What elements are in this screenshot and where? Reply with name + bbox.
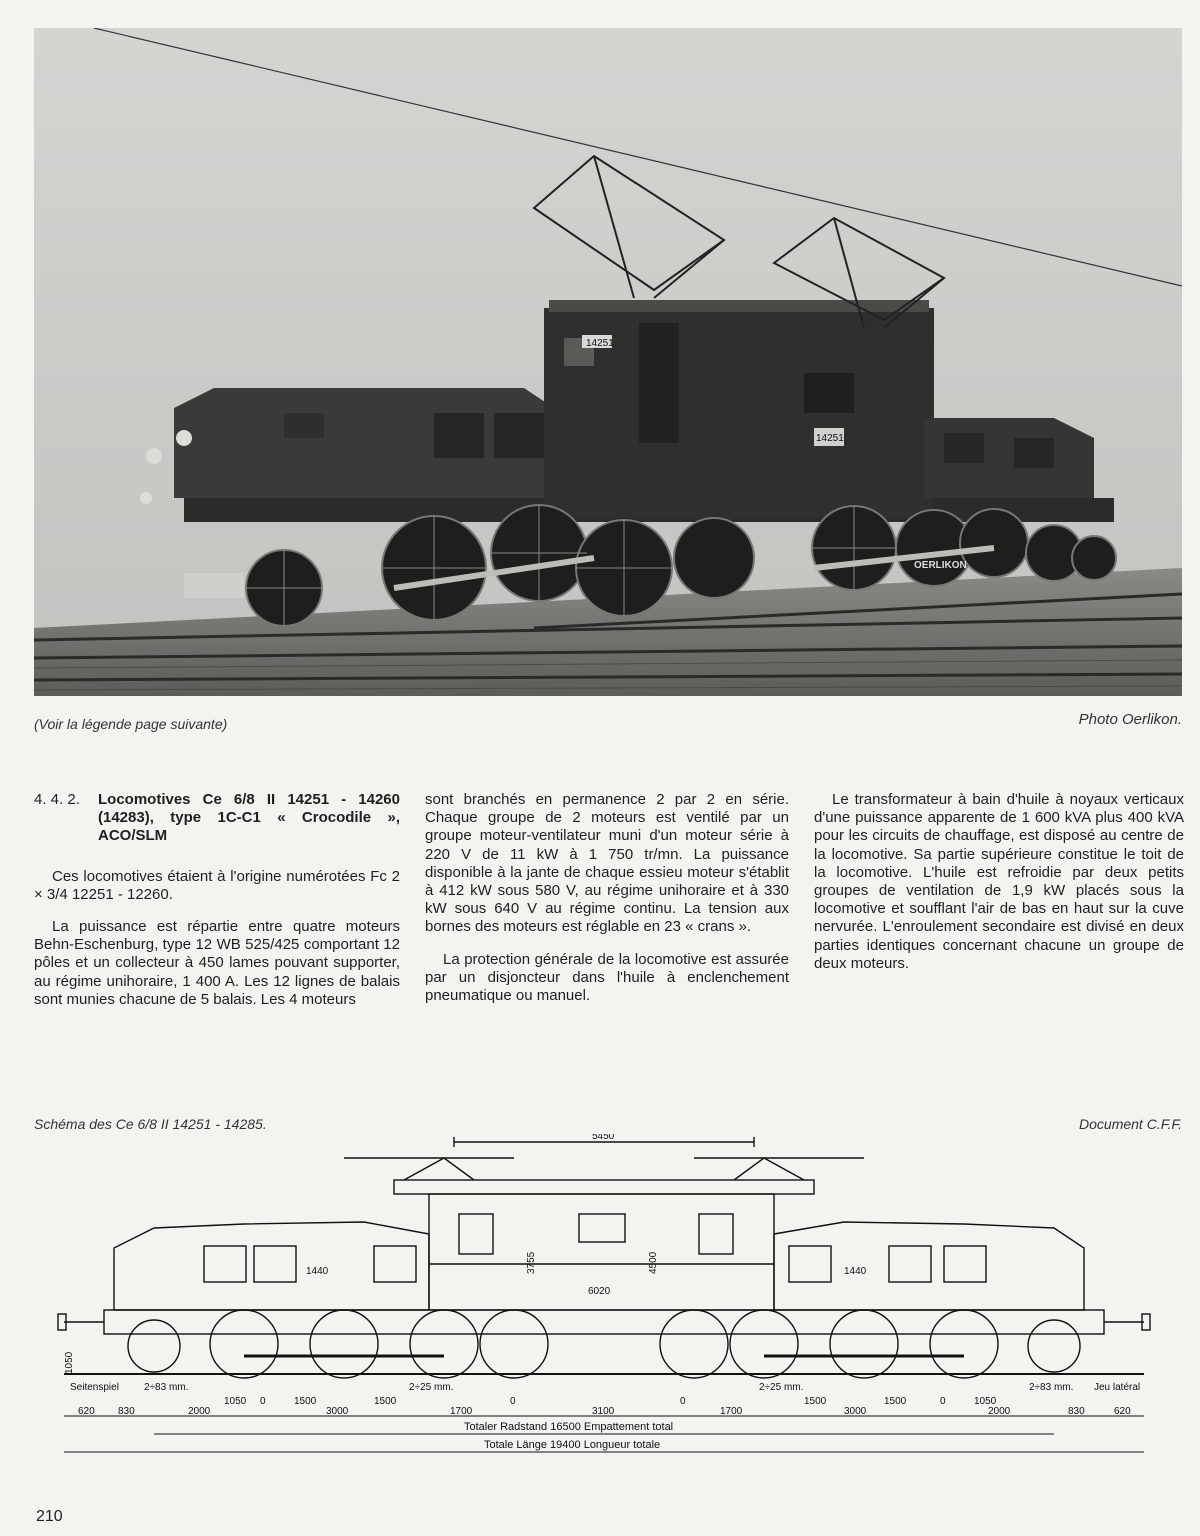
locomotive-illustration [34,28,1182,696]
schema-credit: Document C.F.F. [1079,1116,1182,1132]
axle-spacing: 1700 [720,1406,743,1417]
side-play-fr: Jeu latéral [1094,1382,1141,1393]
total-wheelbase: Totaler Radstand 16500 Empattement total [464,1421,674,1433]
small-mark: 1050 [224,1396,247,1407]
article-column-1 [34,791,400,1023]
axle-spacing: 620 [1114,1406,1131,1417]
paragraph: La protection générale de la locomotive est assurée par un disjoncteur dans l'huile à enclenchement pneumatique ou manuel. [425,950,789,1005]
small-mark: 0 [680,1396,686,1407]
technical-diagram [44,1134,1164,1474]
locomotive-schematic [44,1134,1164,1474]
photo-caption-left: (Voir la légende page suivante) [34,716,228,732]
small-mark: 1500 [374,1396,397,1407]
small-mark: 1050 [974,1396,997,1407]
paragraph: La puissance est répartie entre quatre moteurs Behn-Eschenburg, type 12 WB 525/425 comportant 12 pôles et un collecteur à 450 lames pouvant supporter, au régime unihoraire, 1 400 A. Les 12 lignes de balais sont munies chacune de 5 balais. Les 4 moteurs [34,918,400,1008]
paragraph: sont branchés en permanence 2 par 2 en série. Chaque groupe de 2 moteurs est ventilé par un groupe moteur-ventilateur muni d'un moteur série à 220 V de 11 kW à 1 750 tr/mn. La puissance disponible à la jante de chaque essieu moteur s'établit à 412 kW sous 580 V, au régime unihoraire et à 330 kW sous 640 V au régime continu. La tension aux bornes des moteurs est réglable en 23 « crans ». [425,791,789,936]
side-play-de: Seitenspiel [70,1382,119,1393]
section-number: 4. 4. 2. [34,791,80,808]
axle-spacing: 620 [78,1406,95,1417]
axle-spacing: 1700 [450,1406,473,1417]
total-length: Totale Länge 19400 Longueur totale [484,1439,661,1451]
dim-center-length: 6020 [588,1286,611,1297]
axle-spacing: 2000 [988,1406,1011,1417]
article-column-3 [814,791,1184,987]
small-mark: 0 [940,1396,946,1407]
oerlikon-plate: OERLIKON [914,560,967,571]
schema-caption: Schéma des Ce 6/8 II 14251 - 14285. [34,1116,267,1132]
small-mark: 0 [260,1396,266,1407]
axle-spacing: 3100 [592,1406,615,1417]
side-number-plate: 14251 [816,433,844,444]
axle-spacing: 3000 [326,1406,349,1417]
axle-spacing: 2000 [188,1406,211,1417]
small-mark: 1500 [884,1396,907,1407]
small-mark: 0 [510,1396,516,1407]
locomotive-photo [34,28,1182,696]
dim-height-4500: 4500 [648,1251,659,1274]
dim-hood-rear: 1440 [844,1266,867,1277]
axle-spacing: 830 [118,1406,135,1417]
section-heading [34,791,400,846]
dim-height-1050: 1050 [64,1351,75,1374]
small-mark: 1500 [804,1396,827,1407]
dim-pantograph-spacing: 5450 [592,1134,615,1142]
cab-number-plate: 14251 [586,338,614,349]
dim-hood-front: 1440 [306,1266,329,1277]
paragraph: Le transformateur à bain d'huile à noyaux verticaux d'une puissance apparente de 1 600 kVA plus 400 kVA pour les circuits de chauffage, est disposé au centre de la locomotive. Sa partie supérieure constitue le toit de la locomotive. L'huile est refroidie par deux petits groupes de ventilation de 1,9 kW placés sous la locomotive et soufflant l'air de bas en haut sur la cuve nervurée. L'enroulement secondaire est divisé en deux parties identiques concernant chacune un groupe de deux moteurs. [814,791,1184,972]
dim-height-3755: 3755 [526,1251,537,1274]
page-number: 210 [36,1508,63,1525]
axle-spacing: 3000 [844,1406,867,1417]
small-mark: 1500 [294,1396,317,1407]
side-play-value: 2÷83 mm. [144,1382,189,1393]
section-title: Locomotives Ce 6/8 II 14251 - 14260 (14283), type 1C-C1 « Crocodile », ACO/SLM [98,791,400,845]
axle-spacing: 830 [1068,1406,1085,1417]
paragraph: Ces locomotives étaient à l'origine numérotées Fc 2 × 3/4 12251 - 12260. [34,867,400,903]
side-play-value: 2÷25 mm. [409,1382,454,1393]
side-play-value: 2÷25 mm. [759,1382,804,1393]
article-column-2 [425,791,789,1019]
side-play-value: 2÷83 mm. [1029,1382,1074,1393]
photo-credit: Photo Oerlikon. [1078,711,1182,728]
